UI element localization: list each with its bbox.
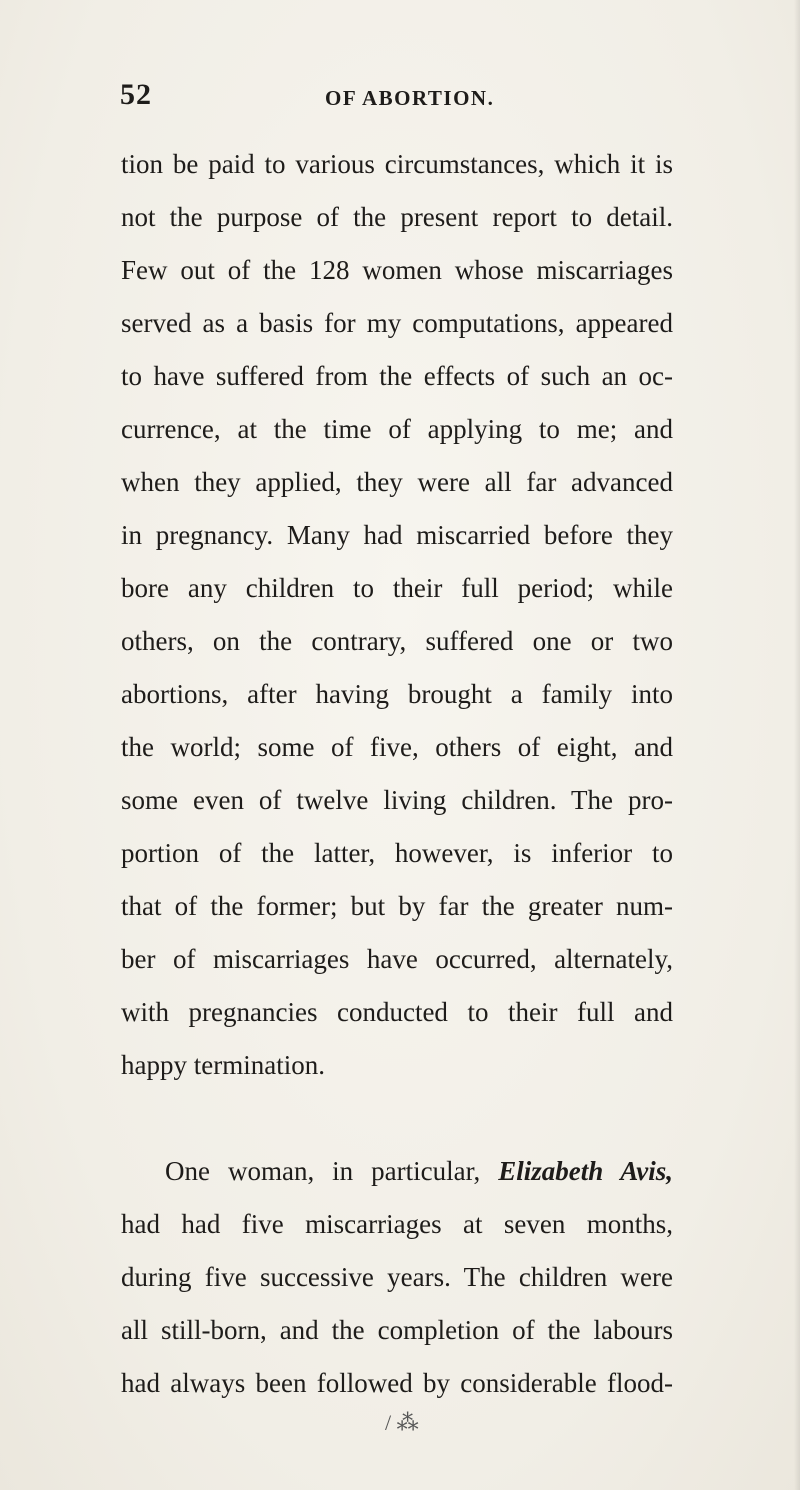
page-edge-shadow <box>794 0 800 1490</box>
text-line: portion of the latter, however, is inferior to <box>121 838 673 868</box>
text-line: to have suffered from the effects of such an oc- <box>121 361 673 391</box>
page-number: 52 <box>120 78 152 111</box>
text-line: that of the former; but by far the greater num- <box>121 891 673 921</box>
text-line: ber of miscarriages have occurred, alternately, <box>121 944 673 974</box>
text-line: tion be paid to various circumstances, which it is <box>121 149 673 179</box>
text-line: happy termination. <box>121 1050 325 1080</box>
text-line: all still-born, and the completion of the labours <box>121 1315 673 1345</box>
person-name: Elizabeth Avis, <box>498 1156 673 1186</box>
paragraph-2 <box>121 1145 673 1410</box>
text-line: with pregnancies conducted to their full and <box>121 997 673 1027</box>
text-line: served as a basis for my computations, appeared <box>121 308 673 338</box>
paragraph-gap <box>121 1092 673 1145</box>
running-head: OF ABORTION. <box>325 86 495 110</box>
text-line <box>121 1145 673 1198</box>
text-line: currence, at the time of applying to me; and <box>121 414 673 444</box>
text-line: Few out of the 128 women whose miscarriages <box>121 255 673 285</box>
ink-mark: / ⁂ <box>385 1410 419 1435</box>
text-line: some even of twelve living children. The pro- <box>121 785 673 815</box>
text-line: had had five miscarriages at seven months, <box>121 1209 673 1239</box>
text-line: when they applied, they were all far advanced <box>121 467 673 497</box>
text-line: in pregnancy. Many had miscarried before they <box>121 520 673 550</box>
text-line: bore any children to their full period; while <box>121 573 673 603</box>
body-text <box>121 138 673 1410</box>
page-header <box>120 78 680 118</box>
text-segment: One woman, in particular, <box>165 1156 481 1186</box>
text-line: during five successive years. The children were <box>121 1262 673 1292</box>
text-line: others, on the contrary, suffered one or two <box>121 626 673 656</box>
text-line: not the purpose of the present report to detail. <box>121 202 673 232</box>
paragraph-1 <box>121 138 673 1092</box>
text-line: the world; some of five, others of eight, and <box>121 732 673 762</box>
text-line: had always been followed by considerable flood- <box>121 1368 673 1398</box>
text-line: abortions, after having brought a family into <box>121 679 673 709</box>
